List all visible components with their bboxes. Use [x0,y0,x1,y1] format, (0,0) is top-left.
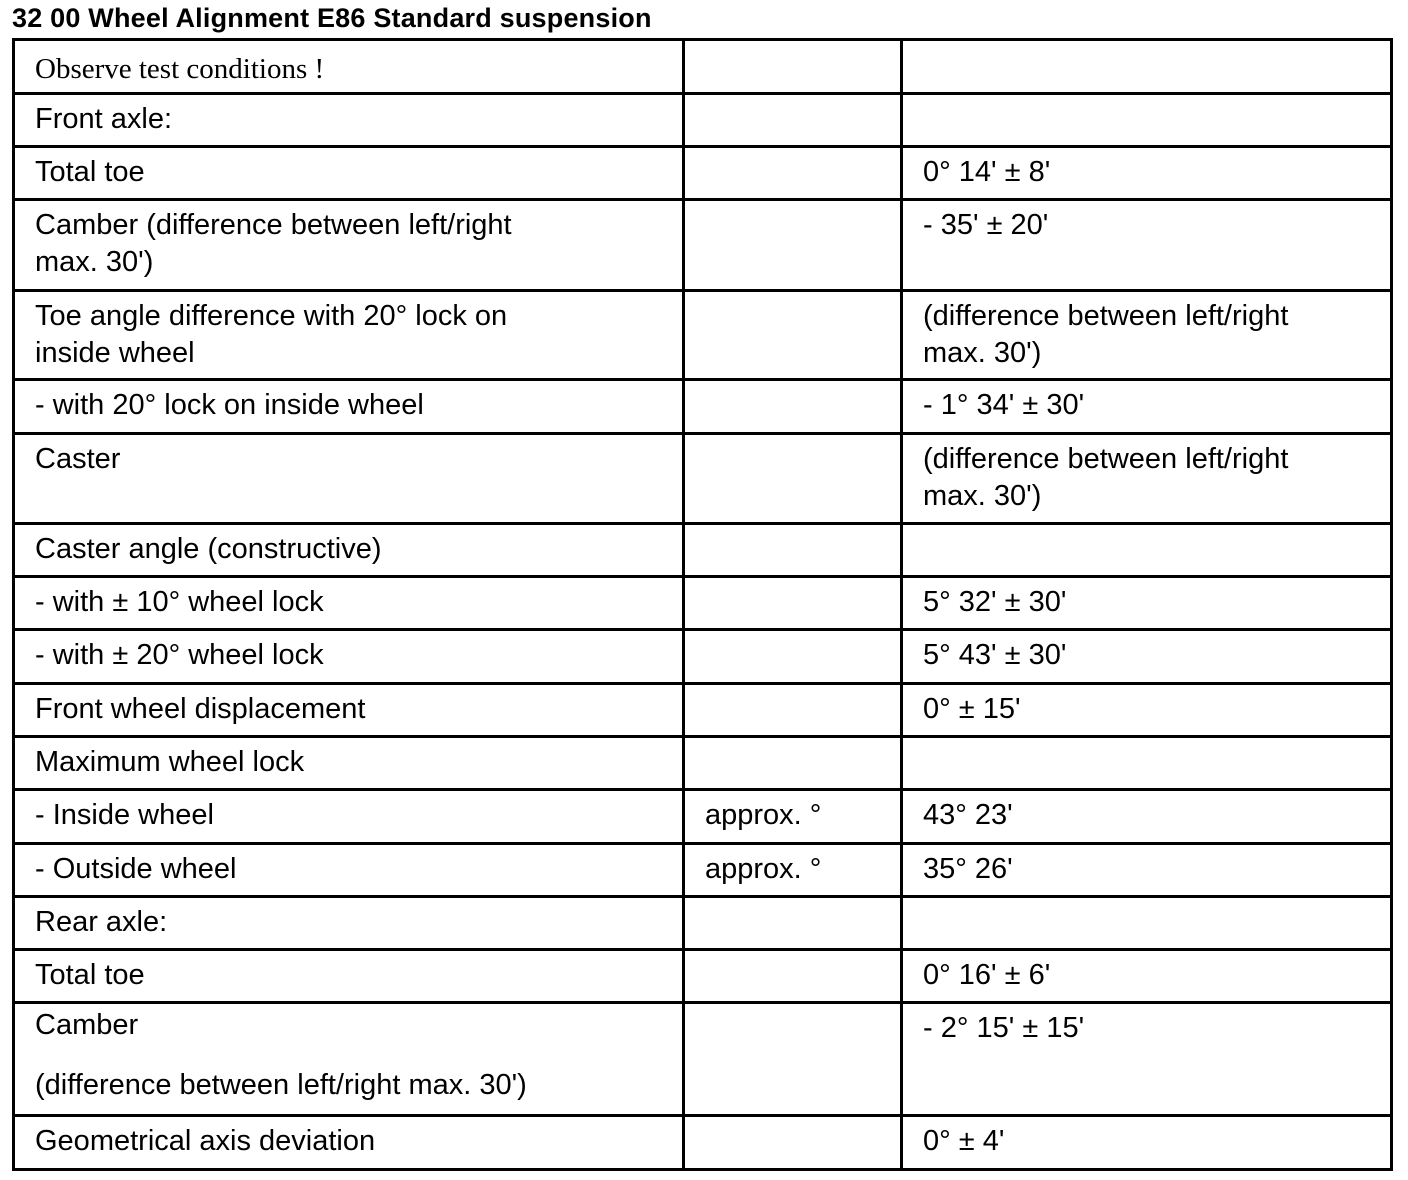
wheel-alignment-table [12,38,1393,1171]
table-row [14,200,1392,291]
table-row [14,40,1392,94]
table-row [14,630,1392,684]
table-row [14,897,1392,950]
cell-value: 0° 16' ± 6' [902,950,1392,1003]
table-row [14,434,1392,524]
table-row [14,291,1392,380]
cell-unit [684,200,902,291]
cell-unit [684,577,902,630]
cell-value: 43° 23' [902,790,1392,844]
cell-label: Camber (difference between left/right max. 30') [14,1003,684,1116]
cell-value: - 35' ± 20' [902,200,1392,291]
cell-value [902,40,1392,94]
cell-value: 5° 43' ± 30' [902,630,1392,684]
cell-value: - 2° 15' ± 15' [902,1003,1392,1116]
table-row [14,577,1392,630]
cell-unit [684,950,902,1003]
table-row [14,524,1392,577]
cell-value: (difference between left/right max. 30') [902,291,1392,380]
cell-unit [684,94,902,147]
cell-value: 35° 26' [902,844,1392,897]
table-row [14,1003,1392,1116]
cell-unit [684,1003,902,1116]
cell-label: - with ± 10° wheel lock [14,577,684,630]
table-row [14,790,1392,844]
table-row [14,737,1392,790]
table-row [14,684,1392,737]
table-row [14,1116,1392,1170]
cell-label: - Outside wheel [14,844,684,897]
cell-value [902,94,1392,147]
cell-unit [684,1116,902,1170]
cell-unit [684,434,902,524]
cell-label: - with ± 20° wheel lock [14,630,684,684]
table-row [14,94,1392,147]
cell-label: Observe test conditions ! [14,40,684,94]
cell-label: - with 20° lock on inside wheel [14,380,684,434]
cell-value [902,524,1392,577]
table-row [14,950,1392,1003]
cell-unit [684,524,902,577]
cell-value: 0° 14' ± 8' [902,147,1392,200]
cell-label: Caster angle (constructive) [14,524,684,577]
cell-unit [684,380,902,434]
cell-label: Maximum wheel lock [14,737,684,790]
cell-value: 0° ± 4' [902,1116,1392,1170]
cell-unit [684,147,902,200]
cell-unit [684,737,902,790]
cell-label: Caster [14,434,684,524]
cell-value: - 1° 34' ± 30' [902,380,1392,434]
cell-unit [684,684,902,737]
cell-label: Geometrical axis deviation [14,1116,684,1170]
cell-value: (difference between left/right max. 30') [902,434,1392,524]
cell-unit: approx. ° [684,844,902,897]
cell-unit: approx. ° [684,790,902,844]
cell-value [902,897,1392,950]
cell-label: Rear axle: [14,897,684,950]
cell-label: - Inside wheel [14,790,684,844]
cell-unit [684,897,902,950]
table-row [14,147,1392,200]
cell-label: Total toe [14,147,684,200]
cell-value: 5° 32' ± 30' [902,577,1392,630]
cell-unit [684,40,902,94]
cell-value: 0° ± 15' [902,684,1392,737]
cell-label: Front wheel displacement [14,684,684,737]
cell-unit [684,291,902,380]
cell-label: Front axle: [14,94,684,147]
cell-label: Toe angle difference with 20° lock on inside wheel [14,291,684,380]
cell-label: Total toe [14,950,684,1003]
table-row [14,844,1392,897]
table-row [14,380,1392,434]
cell-value [902,737,1392,790]
cell-label: Camber (difference between left/right max. 30') [14,200,684,291]
document-title: 32 00 Wheel Alignment E86 Standard suspension [12,3,652,33]
cell-unit [684,630,902,684]
